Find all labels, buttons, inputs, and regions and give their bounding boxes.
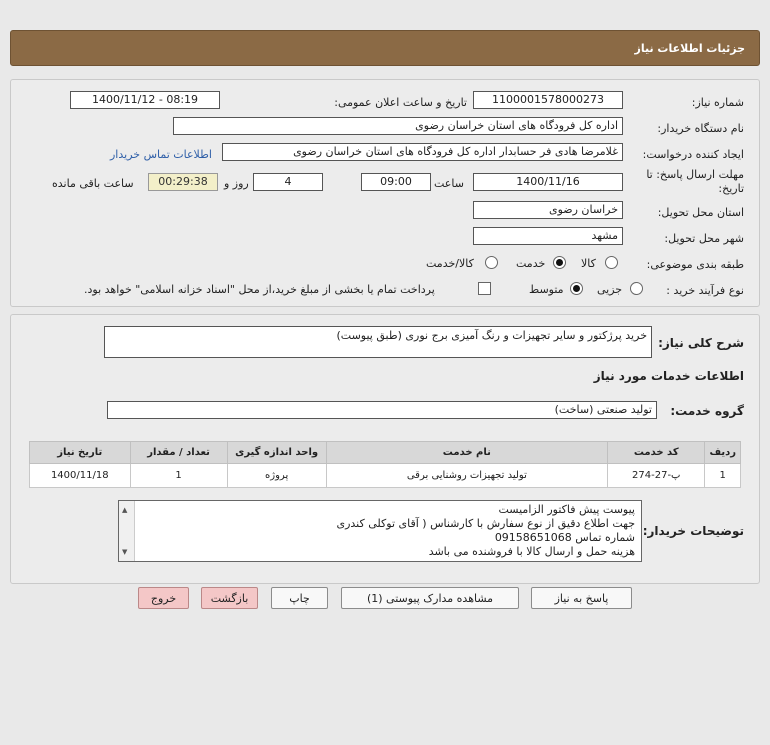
col-unit: واحد اندازه گیری xyxy=(227,442,326,464)
notes-line: شماره تماس 09158651068 xyxy=(494,531,635,544)
table-header-row xyxy=(30,442,741,464)
need-number-label: شماره نیاز: xyxy=(691,96,744,109)
category-option-goods-service: کالا/خدمت xyxy=(426,257,474,270)
print-button[interactable]: چاپ xyxy=(271,587,328,609)
category-radio-goods[interactable] xyxy=(605,256,618,269)
process-radio-minor[interactable] xyxy=(630,282,643,295)
treasury-payment-checkbox[interactable] xyxy=(478,282,491,295)
exit-button[interactable]: خروج xyxy=(138,587,189,609)
col-service-code: کد خدمت xyxy=(608,442,705,464)
cell-need-date: 1400/11/18 xyxy=(30,464,131,488)
col-quantity: تعداد / مقدار xyxy=(130,442,227,464)
services-table xyxy=(29,441,741,488)
province-label: استان محل تحویل: xyxy=(657,206,744,219)
cell-row-number: 1 xyxy=(705,464,741,488)
notes-scrollbar[interactable] xyxy=(119,501,135,561)
notes-line: هزینه حمل و ارسال کالا با فروشنده می باشد xyxy=(428,545,635,558)
process-label: نوع فرآیند خرید : xyxy=(666,284,744,297)
notes-line: پیوست پیش فاکتور الزامیست xyxy=(498,503,635,516)
deadline-date-field: 1400/11/16 xyxy=(473,173,623,191)
reply-button[interactable]: پاسخ به نیاز xyxy=(531,587,632,609)
cell-service-name: تولید تجهیزات روشنایی برقی xyxy=(326,464,607,488)
buyer-org-field: اداره کل فرودگاه های استان خراسان رضوی xyxy=(173,117,623,135)
deadline-time-label: ساعت xyxy=(434,177,464,190)
page-title: جزئیات اطلاعات نیاز xyxy=(634,42,745,55)
creator-field: غلامرضا هادی فر حسابدار اداره کل فرودگاه های استان خراسان رضوی xyxy=(222,143,623,161)
treasury-payment-note: پرداخت تمام یا بخشی از مبلغ خرید،از محل "اسناد خزانه اسلامی" خواهد بود. xyxy=(84,283,435,296)
deadline-label: مهلت ارسال پاسخ: تا تاریخ: xyxy=(646,168,744,195)
services-title: اطلاعات خدمات مورد نیاز xyxy=(593,369,744,383)
category-option-service: خدمت xyxy=(516,257,546,270)
summary-label: شرح کلی نیاز: xyxy=(658,336,744,350)
col-row-number: ردیف xyxy=(705,442,741,464)
days-label: روز و xyxy=(224,177,249,190)
city-label: شهر محل تحویل: xyxy=(664,232,744,245)
col-need-date: تاریخ نیاز xyxy=(30,442,131,464)
category-label: طبقه بندی موضوعی: xyxy=(646,258,744,271)
process-option-minor: جزیی xyxy=(597,283,623,296)
cell-service-code: پ-27-274 xyxy=(608,464,705,488)
cell-unit: پروژه xyxy=(227,464,326,488)
category-option-goods: کالا xyxy=(581,257,596,270)
remaining-time-label: ساعت باقی مانده xyxy=(52,177,134,190)
process-option-medium: متوسط xyxy=(529,283,564,296)
deadline-time-field: 09:00 xyxy=(361,173,431,191)
buyer-org-label: نام دستگاه خریدار: xyxy=(657,122,744,135)
page-header xyxy=(10,30,760,66)
city-field: مشهد xyxy=(473,227,623,245)
province-field: خراسان رضوی xyxy=(473,201,623,219)
services-table-grid xyxy=(29,441,741,488)
category-radio-goods-service[interactable] xyxy=(485,256,498,269)
announce-date-label: تاریخ و ساعت اعلان عمومی: xyxy=(334,96,467,109)
days-field: 4 xyxy=(253,173,323,191)
need-number-field: 1100001578000273 xyxy=(473,91,623,109)
scroll-down-icon[interactable]: ▼ xyxy=(122,548,128,556)
service-group-label: گروه خدمت: xyxy=(670,404,744,418)
service-group-field: تولید صنعتی (ساخت) xyxy=(107,401,657,419)
process-radio-medium[interactable] xyxy=(570,282,583,295)
notes-line: جهت اطلاع دقیق از نوع سفارش با کارشناس ( آقای توکلی کندری xyxy=(336,517,635,530)
col-service-name: نام خدمت xyxy=(326,442,607,464)
back-button[interactable]: بازگشت xyxy=(201,587,258,609)
buyer-notes-box xyxy=(118,500,642,562)
view-attachments-button[interactable]: مشاهده مدارک پیوستی (1) xyxy=(341,587,519,609)
remaining-time-field: 00:29:38 xyxy=(148,173,218,191)
announce-date-field: 1400/11/12 - 08:19 xyxy=(70,91,220,109)
summary-field: خرید پرژکتور و سایر تجهیزات و رنگ آمیزی برج نوری (طبق پیوست) xyxy=(104,326,652,358)
buyer-notes-label: توضیحات خریدار: xyxy=(642,524,744,538)
cell-quantity: 1 xyxy=(130,464,227,488)
buyer-contact-link[interactable]: اطلاعات تماس خریدار xyxy=(110,148,212,161)
scroll-up-icon[interactable]: ▲ xyxy=(122,506,128,514)
creator-label: ایجاد کننده درخواست: xyxy=(642,148,744,161)
category-radio-service[interactable] xyxy=(553,256,566,269)
table-row xyxy=(30,464,741,488)
